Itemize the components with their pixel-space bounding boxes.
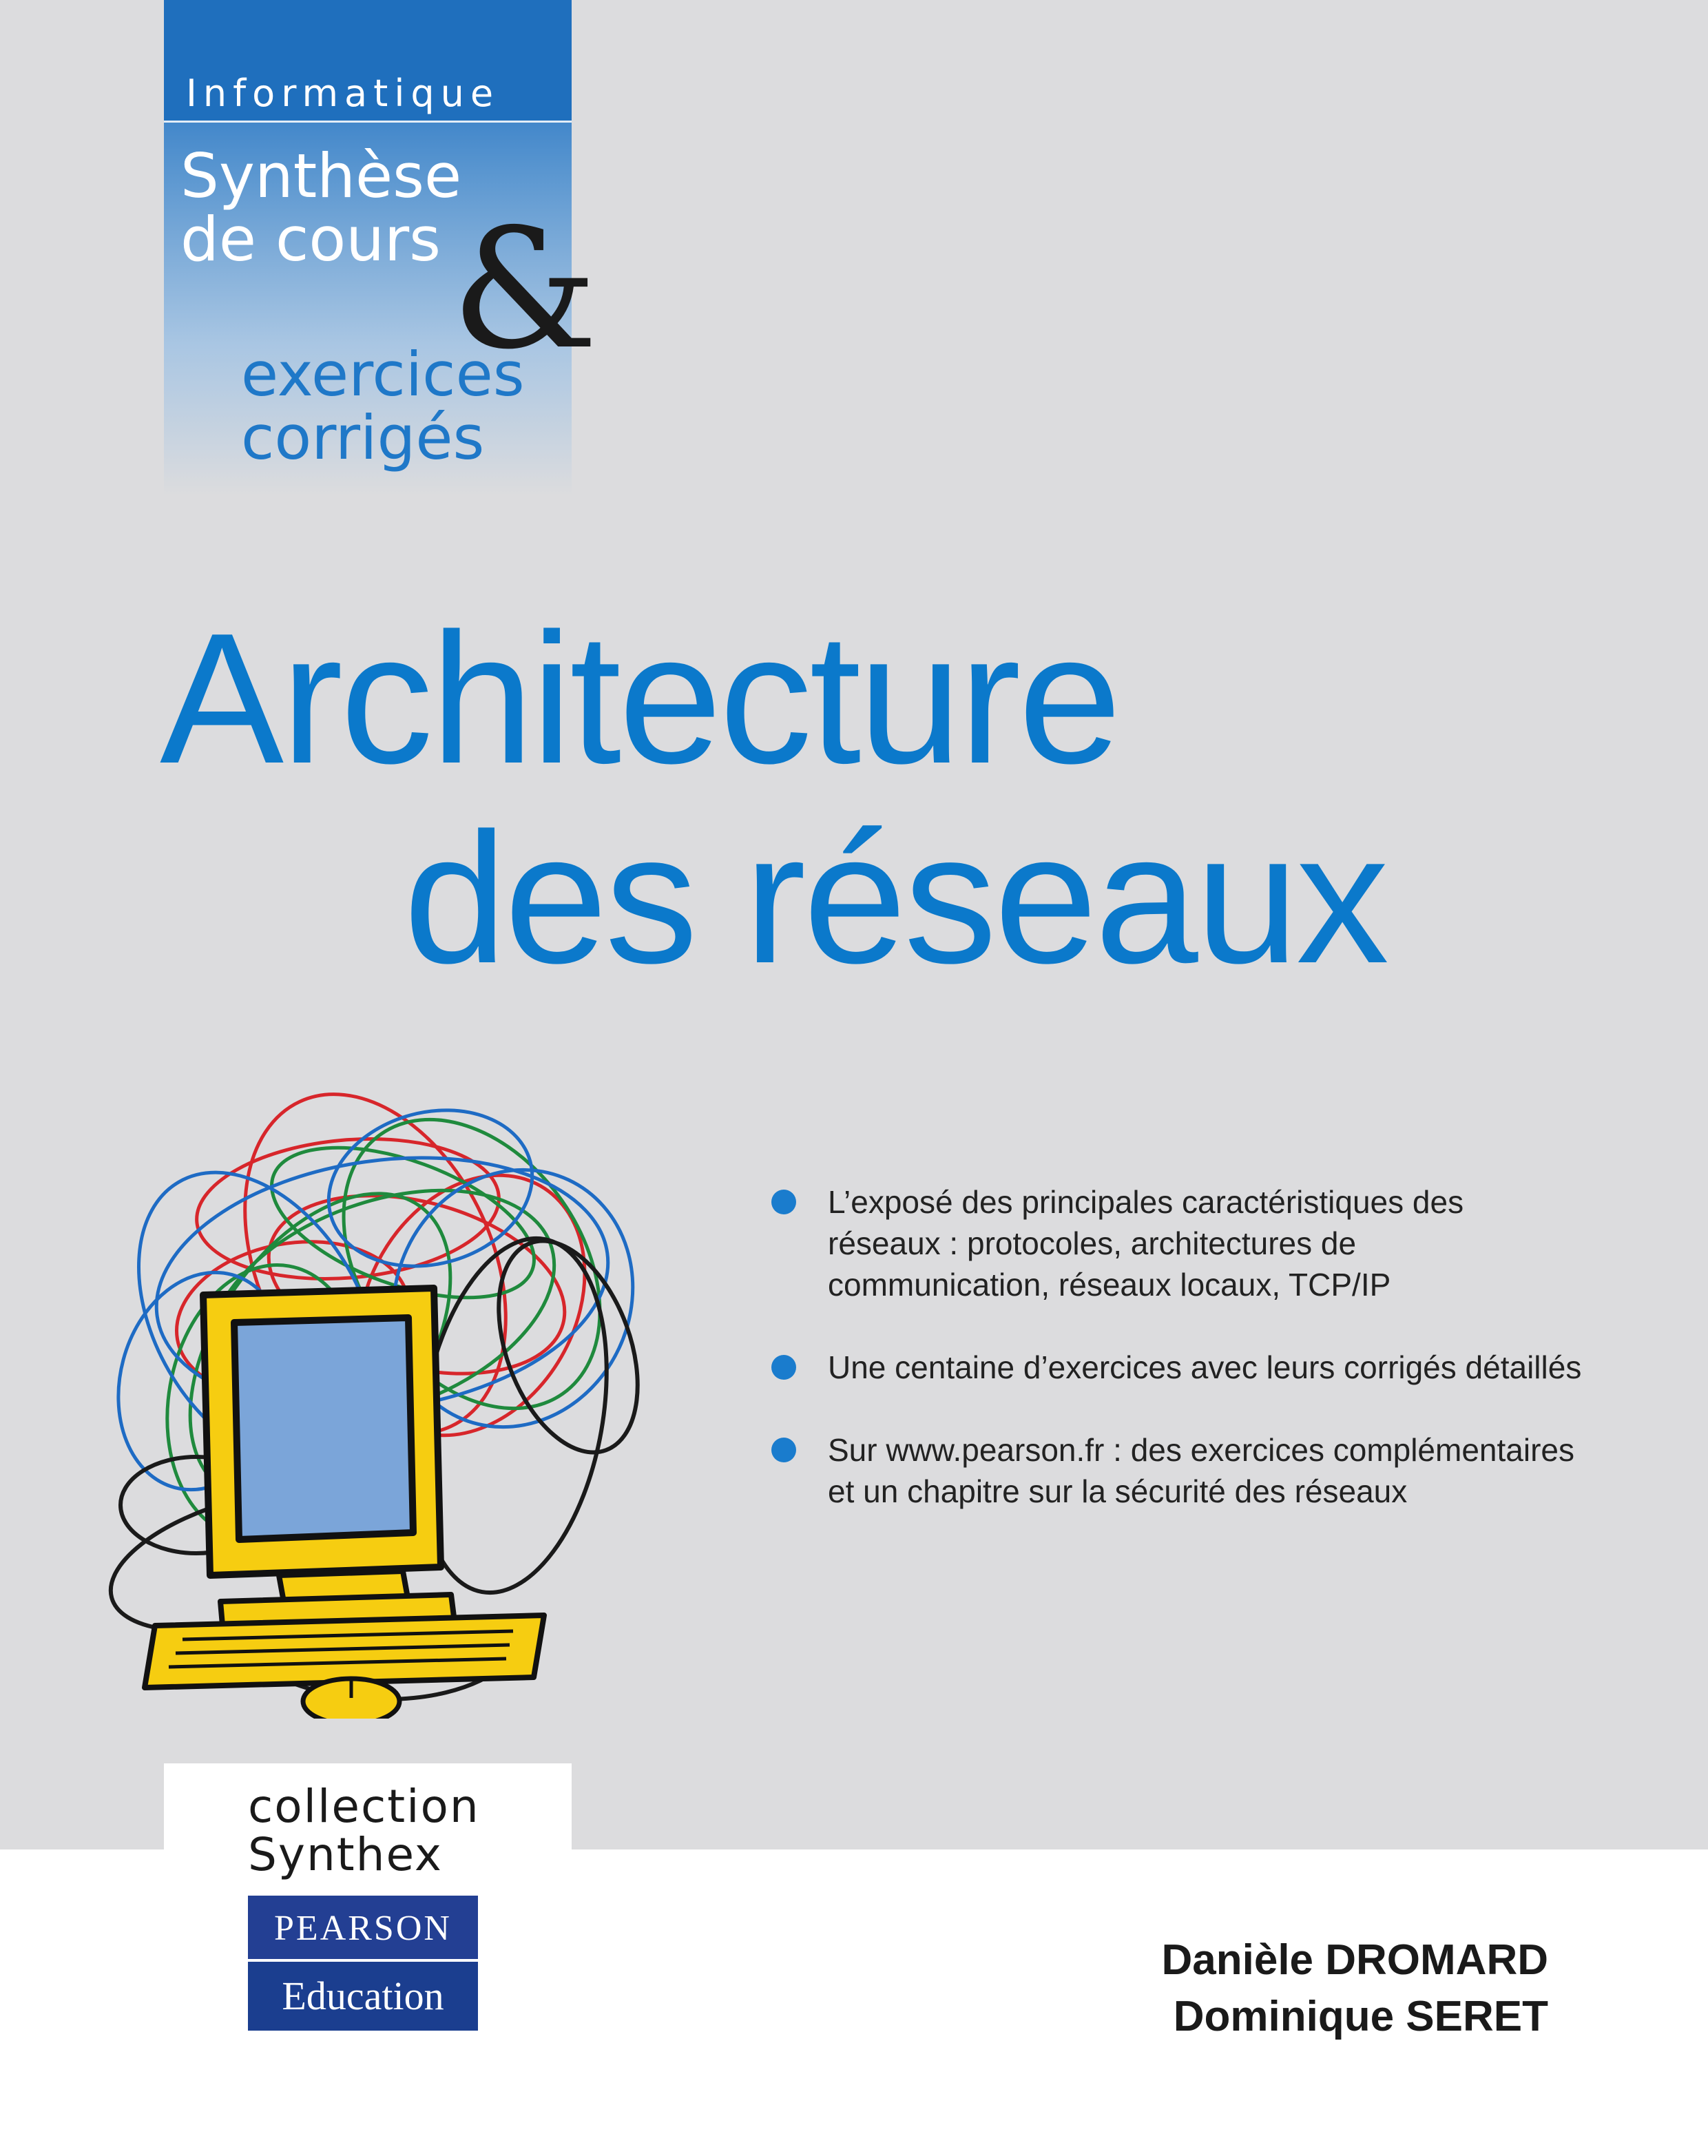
series-subtitle — [241, 339, 525, 473]
book-title-line-2: des réseaux — [404, 795, 1386, 1002]
author-name: Danièle DROMARD — [1161, 1936, 1548, 1984]
feature-list-item — [771, 1429, 1584, 1512]
feature-text: L’exposé des principales caractéristiques des réseaux : protocoles, architectures de communication, réseaux locaux, TCP/IP — [828, 1184, 1464, 1303]
series-title-line-2: de cours — [180, 204, 441, 275]
bullet-dot-icon — [771, 1190, 796, 1214]
feature-list-item — [771, 1181, 1584, 1305]
series-divider — [164, 121, 572, 123]
author-name: Dominique SERET — [1173, 1993, 1548, 2040]
series-title — [180, 141, 462, 275]
collection-name — [248, 1780, 480, 1881]
series-ampersand: & — [451, 193, 598, 386]
feature-list-item — [771, 1347, 1584, 1388]
publisher-name: PEARSON — [274, 1909, 452, 1948]
feature-list — [771, 1181, 1584, 1553]
author-list — [1161, 1932, 1548, 2045]
feature-text: Une centaine d’exercices avec leurs corrigés détaillés — [828, 1349, 1582, 1385]
collection-line-1: collection — [248, 1780, 480, 1833]
series-category: Informatique — [186, 72, 500, 115]
series-title-line-1: Synthèse — [180, 141, 462, 211]
feature-text: Sur www.pearson.fr : des exercices complémentaires et un chapitre sur la sécurité des réseaux — [828, 1432, 1574, 1509]
bullet-dot-icon — [771, 1438, 796, 1462]
bullet-dot-icon — [771, 1355, 796, 1380]
collection-line-2: Synthex — [248, 1828, 443, 1881]
series-subtitle-line-1: exercices — [241, 339, 525, 410]
publisher-division: Education — [282, 1973, 444, 2018]
publisher-logo — [248, 1896, 478, 2031]
computer-with-tangled-cables-icon — [86, 1057, 713, 1719]
book-title-line-1: Architecture — [160, 595, 1119, 802]
series-subtitle-line-2: corrigés — [241, 402, 485, 473]
